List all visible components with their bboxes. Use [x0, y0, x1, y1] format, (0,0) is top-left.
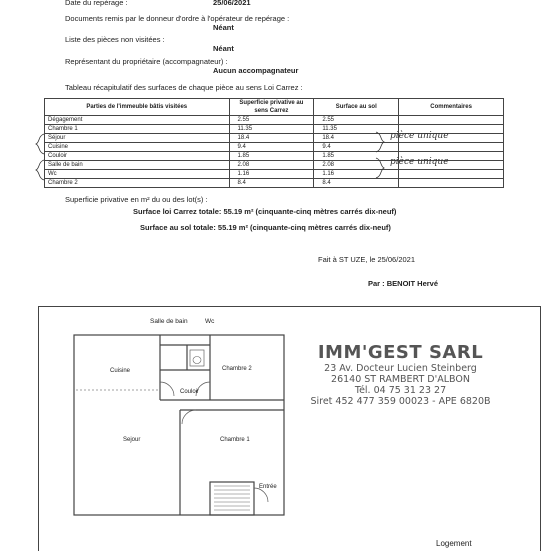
room-name: Dégagement [45, 116, 230, 125]
stamp-street: 23 Av. Docteur Lucien Steinberg [324, 363, 477, 374]
carrez-value: 9.4 [229, 143, 314, 152]
room-name: Séjour [45, 134, 230, 143]
carrez-value: 2.08 [229, 161, 314, 170]
private-surface-label: Superficie privative en m² du ou des lot(s) : [65, 195, 208, 204]
ground-value: 8.4 [314, 179, 399, 188]
carrez-value: 1.16 [229, 170, 314, 179]
plan-label-corridor: Couloir [180, 389, 200, 395]
plan-label-kitchen: Cuisine [110, 368, 131, 374]
room-name: Chambre 2 [45, 179, 230, 188]
stamp-siret: Siret 452 477 359 00023 - APE 6820B [310, 396, 491, 407]
ground-value: 2.08 [314, 161, 399, 170]
ground-value: 18.4 [314, 134, 399, 143]
documents-value: Néant [213, 23, 234, 32]
room-name: Chambre 1 [45, 125, 230, 134]
column-header: Surface au sol [314, 99, 399, 116]
ground-value: 1.16 [314, 170, 399, 179]
plan-label-bedroom2: Chambre 2 [222, 366, 252, 372]
stamp-city: 26140 ST RAMBERT D'ALBON [331, 374, 470, 385]
ground-value: 9.4 [314, 143, 399, 152]
owner-rep-value: Aucun accompagnateur [213, 66, 299, 75]
non-visited-label: Liste des pièces non visitées : [65, 35, 165, 44]
carrez-total: Surface loi Carrez totale: 55.19 m² (cinquante-cinq mètres carrés dix-neuf) [133, 207, 397, 216]
signed-by: Par : BENOIT Hervé [368, 279, 439, 288]
carrez-value: 2.55 [229, 116, 314, 125]
plan-label-wc: Wc [205, 318, 215, 325]
company-stamp [298, 342, 503, 407]
column-header: Commentaires [399, 99, 504, 116]
plan-label-living: Sejour [123, 437, 141, 443]
ground-value: 2.55 [314, 116, 399, 125]
ground-value: 1.85 [314, 152, 399, 161]
plan-label-bedroom1: Chambre 1 [220, 437, 250, 443]
room-name: Couloir [45, 152, 230, 161]
stamp-phone: Tél. 04 75 31 23 27 [354, 385, 447, 396]
non-visited-value: Néant [213, 44, 234, 53]
room-name: Cuisine [45, 143, 230, 152]
done-at: Fait à ST UZE, le 25/06/2021 [318, 255, 415, 264]
room-name: Wc [45, 170, 230, 179]
carrez-value: 8.4 [229, 179, 314, 188]
handwritten-note: pièce unique [390, 131, 449, 141]
plan-caption: Logement [436, 539, 472, 548]
handwritten-note: pièce unique [390, 157, 449, 167]
column-header: Parties de l'immeuble bâtis visitées [45, 99, 230, 116]
stamp-company-name: IMM'GEST SARL [317, 342, 484, 363]
table-intro: Tableau récapitulatif des surfaces de chaque pièce au sens Loi Carrez : [65, 83, 303, 92]
documents-label: Documents remis par le donneur d'ordre à l'opérateur de repérage : [65, 14, 290, 23]
owner-rep-label: Représentant du propriétaire (accompagnateur) : [65, 57, 228, 66]
carrez-value: 1.85 [229, 152, 314, 161]
date-label: Date du repérage : [65, 0, 128, 7]
carrez-value: 18.4 [229, 134, 314, 143]
room-name: Salle de bain [45, 161, 230, 170]
carrez-value: 11.35 [229, 125, 314, 134]
ground-value: 11.35 [314, 125, 399, 134]
column-header: Superficie privative au sens Carrez [229, 99, 314, 116]
date-value: 25/06/2021 [213, 0, 251, 7]
plan-label-bathroom: Salle de bain [150, 318, 188, 325]
plan-label-entrance: Entrée [259, 484, 277, 490]
ground-total: Surface au sol totale: 55.19 m² (cinquante-cinq mètres carrés dix-neuf) [140, 223, 391, 232]
